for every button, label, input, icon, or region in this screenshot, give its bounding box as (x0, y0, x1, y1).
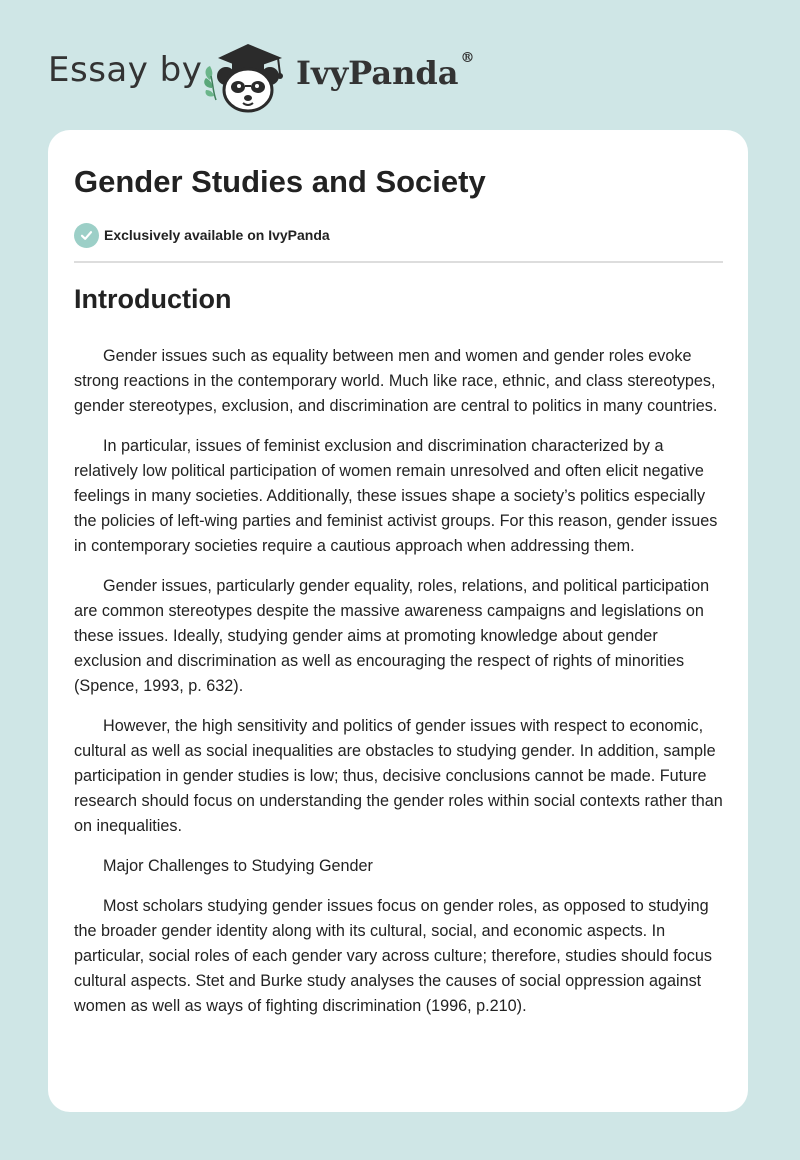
divider (74, 261, 723, 263)
registered-mark: ® (460, 50, 475, 66)
page-title: Gender Studies and Society (74, 164, 486, 199)
panda-logo-icon[interactable] (200, 36, 296, 116)
essay-card (48, 130, 748, 1112)
exclusive-label: Exclusively available on IvyPanda (104, 227, 330, 243)
paragraph: Most scholars studying gender issues focus on gender roles, as opposed to studying the broader gender identity along with its cultural, social, and economic aspects. In particular, social roles of each gender vary across culture; therefore, studies should focus cultural aspects. Stet and Burke study analyses the causes of social oppression against women as well as ways of fighting discrimination (1996, p.210). (74, 897, 712, 1015)
site-header (48, 30, 528, 114)
paragraph: In particular, issues of feminist exclusion and discrimination characterized by a relatively low political participation of women remain unresolved and often elicit negative feelings in many societies. Additionally, these issues shape a society’s politics especially the policies of left-wing parties and feminist activist groups. For this reason, gender issues in contemporary societies require a cautious approach when addressing them. (74, 437, 718, 555)
subheading-paragraph: Major Challenges to Studying Gender (103, 857, 373, 875)
check-circle-icon (74, 223, 99, 248)
section-heading: Introduction (74, 284, 232, 314)
essay-body (74, 344, 726, 1034)
paragraph: Gender issues such as equality between men and women and gender roles evoke strong reactions in the contemporary world. Much like race, ethnic, and class stereotypes, gender stereotypes, exclusion, and discrimination are central to politics in many countries. (74, 347, 718, 415)
paragraph: However, the high sensitivity and politics of gender issues with respect to economic, cultural as well as social inequalities are obstacles to studying gender. In addition, sample participation in gender studies is low; thus, decisive conclusions cannot be made. Future research should focus on understanding the gender roles within social contexts rather than on inequalities. (74, 717, 723, 835)
exclusive-badge (74, 222, 330, 248)
ivy-leaf-icon (204, 66, 216, 100)
paragraph: Gender issues, particularly gender equality, roles, relations, and political participation are common stereotypes despite the massive awareness campaigns and legislations on these issues. Ideally, studying gender aims at promoting knowledge about gender exclusion and discrimination as well as encouraging the respect of rights of minorities (Spence, 1993, p. 632). (74, 577, 710, 695)
brand-name[interactable]: IvyPanda ® (296, 50, 475, 92)
essay-by-label: Essay by (48, 50, 203, 90)
